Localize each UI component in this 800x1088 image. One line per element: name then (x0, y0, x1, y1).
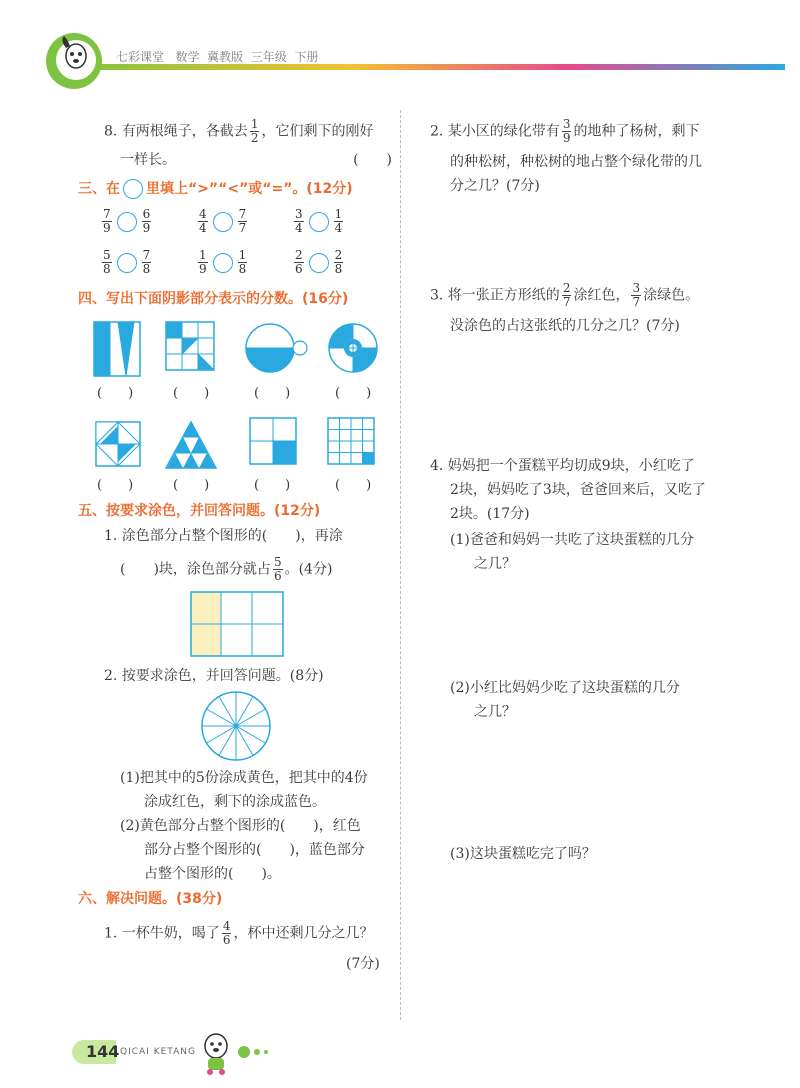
fraction: $\frac{3}{7}$ (632, 281, 641, 309)
answer-paren-4[interactable]: ( ) (335, 386, 372, 401)
section-5-s2c: 占整个图形的( )。 (144, 866, 281, 882)
header-title (116, 48, 318, 65)
column-divider (400, 110, 401, 1020)
fraction: $\frac{4}{6}$ (222, 919, 231, 947)
right-q3-line2: 没涂色的占这张纸的几分之几？(7分) (450, 318, 680, 334)
compare-circle-input[interactable] (309, 253, 329, 273)
rect-shaded-shape (94, 322, 140, 376)
fraction-right: $\frac{1}{4}$ (334, 207, 343, 235)
section-5-s2a: (2)黄色部分占整个图形的( )，红色 (120, 818, 361, 834)
compare-circle-input[interactable] (213, 212, 233, 232)
section-5-s1a: (1)把其中的5份涂成黄色，把其中的4份 (120, 770, 368, 786)
fraction-left: $\frac{4}{4}$ (199, 207, 207, 235)
triangle-shape (166, 422, 216, 468)
right-q2-line3: 分之几？(7分) (450, 178, 540, 194)
shapes-row-1 (90, 320, 390, 380)
right-q2-line2: 的种松树，种松树的地占整个绿化带的几 (450, 154, 702, 170)
section-6-q1: 1. 一杯牛奶，喝了 $\frac{4}{6}$ ，杯中还剩几分之几？ (104, 919, 374, 947)
footer-dots (238, 1046, 268, 1058)
right-q3: 3. 将一张正方形纸的 $\frac{2}{7}$ 涂红色， $\frac{3}{7}$ 涂绿色。 (430, 281, 700, 309)
fraction: $\frac{5}{6}$ (273, 555, 282, 583)
compare-circle-input[interactable] (309, 212, 329, 232)
right-q4-s3: (3)这块蛋糕吃完了吗？ (450, 846, 596, 862)
section-5-q1: 1. 涂色部分占整个图形的( )，再涂 (104, 528, 343, 544)
right-q4-s2b: 之几？ (474, 704, 516, 720)
fraction-left: $\frac{7}{9}$ (103, 207, 111, 235)
right-q4-s2a: (2)小红比妈妈少吃了这块蛋糕的几分 (450, 680, 680, 696)
compare-circle-input[interactable] (117, 212, 137, 232)
fraction-left: $\frac{1}{9}$ (199, 248, 207, 276)
answer-paren-5[interactable]: ( ) (97, 478, 134, 493)
compare-item (292, 249, 388, 276)
diamond-square-shape (96, 422, 140, 466)
section-5-title: 五、按要求涂色，并回答问题。(12分) (78, 503, 321, 519)
mascot-logo (40, 30, 108, 92)
answer-paren-2[interactable]: ( ) (173, 386, 210, 401)
answer-paren-7[interactable]: ( ) (254, 478, 291, 493)
term: 下册 (294, 50, 319, 64)
series-name: 七彩课堂 (116, 50, 165, 64)
compare-item (196, 208, 292, 235)
section-6-title: 六、解决问题。(38分) (78, 891, 223, 907)
footer-brand: QICAI KETANG (120, 1047, 196, 1057)
answer-paren-8[interactable]: ( ) (335, 478, 372, 493)
fraction-right: $\frac{2}{8}$ (334, 248, 343, 276)
answer-paren[interactable]: ( ) (353, 152, 392, 168)
fraction: $\frac{1}{2}$ (250, 117, 259, 145)
right-q2: 2. 某小区的绿化带有 $\frac{3}{9}$ 的地种了杨树，剩下 (430, 117, 700, 145)
compare-item (292, 208, 388, 235)
subject: 数学 (175, 50, 200, 64)
compare-item (100, 249, 196, 276)
answer-paren-6[interactable]: ( ) (173, 478, 210, 493)
section-5-q1-line2: ( )块，涂色部分就占 $\frac{5}{6}$ 。(4分) (120, 555, 333, 583)
right-q4-line3: 2块。(17分) (450, 506, 530, 522)
fraction-left: $\frac{5}{8}$ (103, 248, 111, 276)
compare-circle-input[interactable] (117, 253, 137, 273)
compare-grid (100, 208, 370, 276)
fraction-right: $\frac{6}{9}$ (142, 207, 151, 235)
section-6-score: (7分) (346, 956, 380, 972)
section-3-title: 三、在 里填上“>”“<”或“=”。(12分) (78, 181, 353, 197)
section-5-q2: 2. 按要求涂色，并回答问题。(8分) (104, 668, 324, 684)
half-circle-shape (246, 324, 307, 372)
fraction-left: $\frac{2}{6}$ (295, 248, 303, 276)
six-cell-rectangle (190, 591, 286, 657)
question-8-line2: 一样长。 ( ) (120, 148, 392, 172)
right-q4: 4. 妈妈把一个蛋糕平均切成9块，小红吃了 (430, 458, 695, 474)
compare-item (196, 249, 292, 276)
fraction-right: $\frac{7}{7}$ (238, 207, 247, 235)
section-5-s1b: 涂成红色，剩下的涂成蓝色。 (144, 794, 326, 810)
section-5-s2b: 部分占整个图形的( )，蓝色部分 (144, 842, 365, 858)
section-4-title: 四、写出下面阴影部分表示的分数。(16分) (78, 291, 349, 307)
circle-icon (123, 179, 143, 199)
page-number: 144 (86, 1042, 120, 1061)
answer-paren-1[interactable]: ( ) (97, 386, 134, 401)
fraction-right: $\frac{7}{8}$ (142, 248, 151, 276)
twelve-sector-circle (200, 690, 272, 762)
answer-paren-3[interactable]: ( ) (254, 386, 291, 401)
fraction: $\frac{3}{9}$ (562, 117, 571, 145)
grade: 三年级 (250, 50, 287, 64)
edition: 冀教版 (207, 50, 244, 64)
four-square-shape (250, 418, 296, 464)
question-8: 8. 有两根绳子，各截去 $\frac{1}{2}$ ，它们剩下的刚好 (104, 117, 374, 145)
fraction-right: $\frac{1}{8}$ (238, 248, 247, 276)
fine-grid-shape (328, 418, 374, 464)
fraction-left: $\frac{3}{4}$ (295, 207, 303, 235)
grid-shaded-shape (166, 322, 214, 370)
footer-mascot-icon (196, 1030, 236, 1076)
compare-circle-input[interactable] (213, 253, 233, 273)
right-q4-line2: 2块，妈妈吃了3块，爸爸回来后，又吃了 (450, 482, 706, 498)
ring-shape (329, 324, 377, 372)
right-q4-s1b: 之几？ (474, 556, 516, 572)
right-q4-s1a: (1)爸爸和妈妈一共吃了这块蛋糕的几分 (450, 532, 694, 548)
fraction: $\frac{2}{7}$ (562, 281, 571, 309)
shapes-row-2 (90, 416, 390, 472)
compare-item (100, 208, 196, 235)
